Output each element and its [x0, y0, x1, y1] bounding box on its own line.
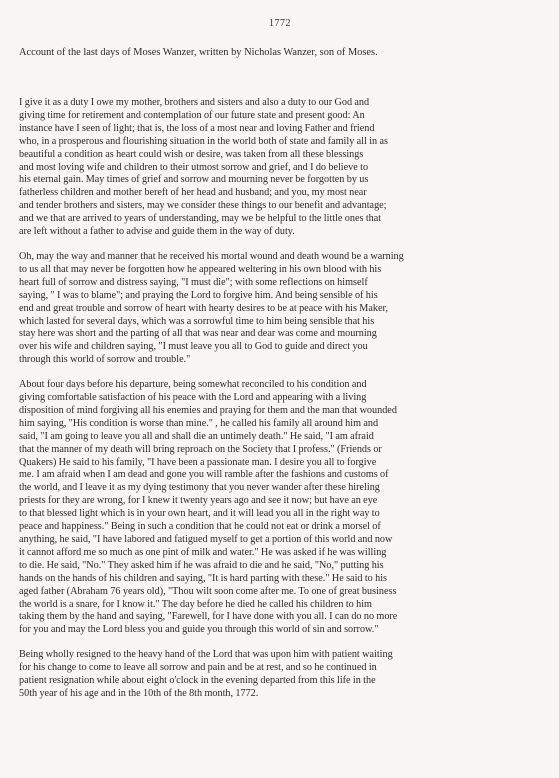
paragraph [19, 97, 541, 239]
text-line: instance have I seen of light; that is, the loss of a most near and loving Father and friend [19, 122, 375, 134]
text-line: saying, " I was to blame"; and praying the Lord to forgive him. And being sensible of his [19, 289, 378, 301]
text-line: fatherless children and mother bereft of her head and husband; and you, my most near [19, 187, 367, 199]
text-line: that the manner of my death will bring reproach on the Society that I profess." (Friends or [19, 443, 382, 455]
text-line: About four days before his departure, being somewhat reconciled to his condition and [19, 379, 367, 391]
document-heading: Account of the last days of Moses Wanzer, written by Nicholas Wanzer, son of Moses. [19, 47, 378, 58]
text-line: are left without a father to advise and guide them in the way of duty. [19, 226, 295, 238]
text-line: aged father (Abraham 76 years old), "Thou wilt soon come after me. To one of great business [19, 585, 397, 597]
text-line: me. I am afraid when I am dead and gone you will ramble after the fashions and customs of [19, 469, 389, 481]
text-line: Oh, may the way and manner that he received his mortal wound and death wound be a warning [19, 250, 404, 262]
page-year: 1772 [269, 18, 291, 29]
text-line: end and great trouble and sorrow of heart with hearty desires to be at peace with his Maker, [19, 302, 389, 314]
text-line: giving comfortable satisfaction of his peace with the Lord and appearing with a living [19, 392, 367, 404]
text-line: his eternal gain. May times of grief and sorrow and mourning never be forgotten by us [19, 174, 369, 186]
paragraph [19, 379, 541, 637]
text-line: to that blessed light which is in your own heart, and it will lead you all in the right way to [19, 508, 380, 520]
text-line: the world is a snare, for I know it." The day before he died he called his children to him [19, 598, 372, 610]
text-line: I give it as a duty I owe my mother, brothers and sisters and also a duty to our God and [19, 97, 370, 108]
text-line: heart full of sorrow and distress saying, "I must die"; with some reflections on himself [19, 276, 368, 288]
text-line: who, in a prosperous and flourishing situation in the world both of state and family all in as [19, 135, 388, 147]
text-line: beautiful a condition as heart could wish or desire, was taken from all these blessings [19, 148, 364, 160]
text-line: the world, and I leave it as my dying testimony that you never wander after these hireling [19, 482, 380, 494]
text-line: giving time for retirement and contemplation of our future state and present good: An [19, 109, 365, 121]
text-line: Quakers) He said to his family, "I have been a passionate man. I desire you all to forgive [19, 456, 377, 468]
text-line: patient resignation while about eight o'clock in the evening departed from this life in the [19, 675, 376, 687]
text-line: and we that are arrived to years of understanding, may we be helpful to the little ones that [19, 213, 382, 225]
paragraph [19, 649, 541, 701]
text-line: for you and may the Lord bless you and guide you through this world of sin and sorrow." [19, 624, 379, 636]
text-line: through this world of sorrow and trouble." [19, 354, 191, 366]
document-body [19, 97, 541, 701]
text-line: and most loving wife and children to their utmost sorrow and grief, and I do believe to [19, 161, 369, 173]
text-line: for his change to come to leave all sorrow and pain and be at rest, and so he continued in [19, 662, 377, 674]
text-line: said, "I am going to leave you all and shall die an untimely death." He said, "I am afraid [19, 430, 374, 442]
text-line: stay here was short and the parting of all that was near and dear was come and mourning [19, 328, 377, 340]
text-line: anything, he said, "I have labored and fatigued myself to get a portion of this world and now [19, 534, 393, 545]
text-line: over his wife and children saying, "I must leave you all to God to guide and direct you [19, 341, 368, 353]
text-line: taking them by the hand and saying, "Farewell, for I have done with you all. I can do no more [19, 611, 398, 623]
text-line: Being wholly resigned to the heavy hand of the Lord that was upon him with patient waiting [19, 649, 393, 661]
text-line: to us all that may never be forgotten how he appeared weltering in his own blood with his [19, 263, 382, 275]
text-line: hands on the hands of his children and saying, "It is hard parting with these." He said to his [19, 572, 388, 584]
text-line: priests for they are wrong, for I knew it twenty years ago and see it now; but have an eye [19, 495, 378, 507]
text-line: 50th year of his age and in the 10th of the 8th month, 1772. [19, 687, 259, 699]
text-line: peace and happiness." Being in such a condition that he could not eat or drink a morsel of [19, 521, 381, 533]
text-line: and tender brothers and sisters, may we consider these things to our benefit and advantage; [19, 200, 387, 212]
text-line: which lasted for several days, which was a sorrowful time to him being sensible that his [19, 315, 375, 327]
text-line: to die. He said, "No." They asked him if he was afraid to die and he said, "No," putting his [19, 559, 384, 571]
text-line: it cannot afford me so much as one pint of milk and water." He was asked if he was willing [19, 546, 387, 558]
text-line: disposition of mind forgiving all his enemies and praying for them and the man that wounded [19, 404, 397, 416]
paragraph [19, 251, 541, 367]
text-line: him saying, "His condition is worse than mine." , he called his family all around him and [19, 417, 379, 429]
